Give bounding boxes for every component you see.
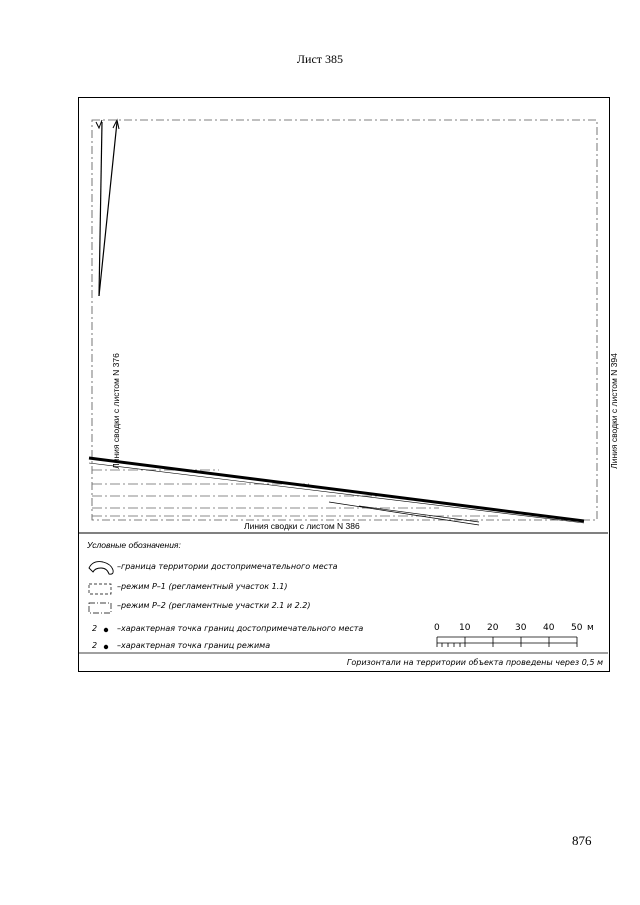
- legend-item-label: –характерная точка границ режима: [117, 641, 271, 650]
- scale-tick-label: 50: [571, 623, 583, 633]
- regime-p1-symbol-icon: [89, 584, 111, 594]
- right-junction-label: Линия сводки с листом N 394: [609, 353, 619, 469]
- legend-item-prefix: 2: [92, 624, 98, 633]
- scale-tick-label: 40: [543, 623, 555, 633]
- legend-item-label: –режим Р–1 (регламентный участок 1.1): [117, 582, 288, 591]
- territory-boundary-line-thin: [89, 463, 584, 523]
- legend-item-label: –граница территории достопримечательного места: [117, 562, 338, 571]
- regime-point-symbol-icon: [104, 645, 108, 649]
- legend-item-label: –характерная точка границ достопримечательного места: [117, 624, 364, 633]
- scale-tick-label: 30: [515, 623, 527, 633]
- scale-tick-label: 10: [459, 623, 471, 633]
- junction-boundary: [92, 120, 597, 520]
- regime-lines: [92, 470, 499, 516]
- legend-item-label: –режим Р–2 (регламентные участки 2.1 и 2.2): [117, 601, 311, 610]
- contour-note: Горизонтали на территории объекта проведены через 0,5 м: [346, 658, 603, 667]
- scale-unit: м: [587, 623, 594, 633]
- legend-title: Условные обозначения:: [87, 540, 181, 550]
- boundary-symbol-icon: [89, 562, 113, 575]
- map-frame: [78, 97, 619, 672]
- territory-boundary-line: [89, 458, 584, 521]
- point-symbol-icon: [104, 628, 108, 632]
- scale-tick-label: 0: [434, 623, 440, 633]
- scale-tick-label: 20: [487, 623, 499, 633]
- scale-bar: [437, 637, 577, 647]
- regime-p2-symbol-icon: [89, 603, 111, 613]
- legend-item-prefix: 2: [92, 641, 98, 650]
- page-number: 876: [572, 833, 592, 848]
- sheet-title: Лист 385: [296, 52, 344, 66]
- bottom-junction-label: Линия сводки с листом N 386: [244, 521, 360, 531]
- left-junction-label: Линия сводки с листом N 376: [111, 353, 121, 469]
- north-arrow-icon: [96, 120, 119, 296]
